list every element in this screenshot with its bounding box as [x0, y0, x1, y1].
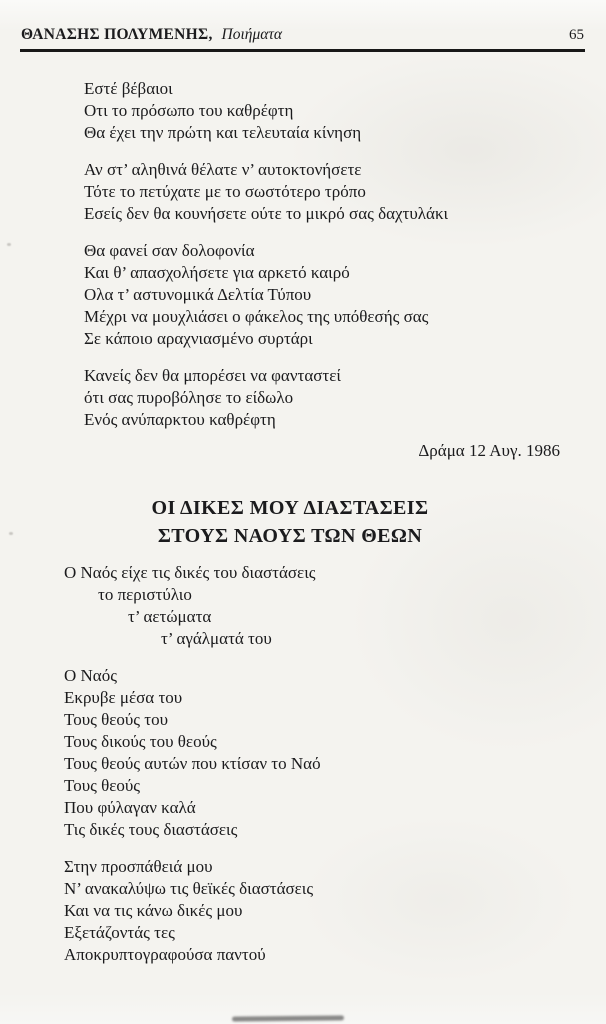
- poem-line: Κανείς δεν θα μπορέσει να φανταστεί: [84, 366, 341, 385]
- poem-line: Μέχρι να μουχλιάσει ο φάκελος της υπόθεσής σας: [84, 307, 429, 326]
- scan-artifact: [9, 532, 13, 535]
- poem-line: τ’ αγάλματά του: [161, 629, 272, 648]
- poem-line: Εξετάζοντάς τες: [64, 923, 175, 942]
- poem-line: Που φύλαγαν καλά: [64, 798, 196, 817]
- page-number: 65: [569, 27, 584, 43]
- poem-line: Ο Ναός είχε τις δικές του διαστάσεις: [64, 563, 316, 582]
- poem-line: Τους θεούς αυτών που κτίσαν το Ναό: [64, 754, 321, 773]
- poem-line: Και να τις κάνω δικές μου: [64, 901, 243, 920]
- poem-dimensions: [64, 562, 321, 981]
- header-work-title: Ποιήματα: [221, 26, 283, 43]
- poem-line: Τους δικούς του θεούς: [64, 732, 217, 751]
- poem-line: Τους θεούς του: [64, 710, 169, 729]
- stanza-1: [84, 78, 448, 144]
- poem-line: Εκρυβε μέσα του: [64, 688, 183, 707]
- poem-line: Ολα τ’ αστυνομικά Δελτία Τύπου: [84, 285, 312, 304]
- poem-line: τ’ αετώματα: [128, 607, 212, 626]
- poem-title-line-2: ΣΤΟΥΣ ΝΑΟΥΣ ΤΩΝ ΘΕΩΝ: [157, 525, 423, 547]
- stanza-2: [84, 159, 448, 225]
- poem-line: Εστέ βέβαιοι: [84, 79, 173, 98]
- poem-line: Θα έχει την πρώτη και τελευταία κίνηση: [84, 123, 362, 142]
- header-rule: [20, 49, 585, 52]
- poem-line: Σε κάποιο αραχνιασμένο συρτάρι: [84, 329, 313, 348]
- poem-line: Θα φανεί σαν δολοφονία: [84, 241, 255, 260]
- poem-line: Ν’ ανακαλύψω τις θεϊκές διαστάσεις: [64, 879, 314, 898]
- poem-line: Τότε το πετύχατε με το σωστότερο τρόπο: [84, 182, 366, 201]
- header-left: [21, 26, 282, 44]
- poem-title: [0, 494, 580, 550]
- stanza-3: [64, 856, 321, 966]
- scan-artifact: [232, 1015, 344, 1021]
- poem-line: Εσείς δεν θα κουνήσετε ούτε το μικρό σας δαχτυλάκι: [84, 204, 449, 223]
- poem-line: Αν στ’ αληθινά θέλατε ν’ αυτοκτονήσετε: [84, 160, 362, 179]
- poem-untitled: [84, 78, 448, 446]
- header-author: ΘΑΝΑΣΗΣ ΠΟΛΥΜΕΝΗΣ,: [21, 26, 213, 43]
- scan-artifact: [7, 243, 11, 246]
- stanza-2: [64, 665, 321, 841]
- poem-dateline: Δράμα 12 Αυγ. 1986: [418, 441, 560, 460]
- poem-line: Ενός ανύπαρκτου καθρέφτη: [84, 410, 276, 429]
- poem-line: Και θ’ απασχολήσετε για αρκετό καιρό: [84, 263, 350, 282]
- poem-line: Ο Ναός: [64, 666, 117, 685]
- stanza-1: [64, 562, 321, 650]
- poem-title-line-1: ΟΙ ΔΙΚΕΣ ΜΟΥ ΔΙΑΣΤΑΣΕΙΣ: [151, 497, 429, 519]
- stanza-4: [84, 365, 448, 431]
- poem-line: Τις δικές τους διαστάσεις: [64, 820, 238, 839]
- poem-line: Αποκρυπτογραφούσα παντού: [64, 945, 266, 964]
- page-header: [21, 26, 584, 44]
- poem-line: Στην προσπάθειά μου: [64, 857, 213, 876]
- poem-line: ότι σας πυροβόλησε το είδωλο: [84, 388, 294, 407]
- poem-line: Τους θεούς: [64, 776, 141, 795]
- poem-line: Οτι το πρόσωπο του καθρέφτη: [84, 101, 294, 120]
- stanza-3: [84, 240, 448, 350]
- poem-line: το περιστύλιο: [98, 585, 192, 604]
